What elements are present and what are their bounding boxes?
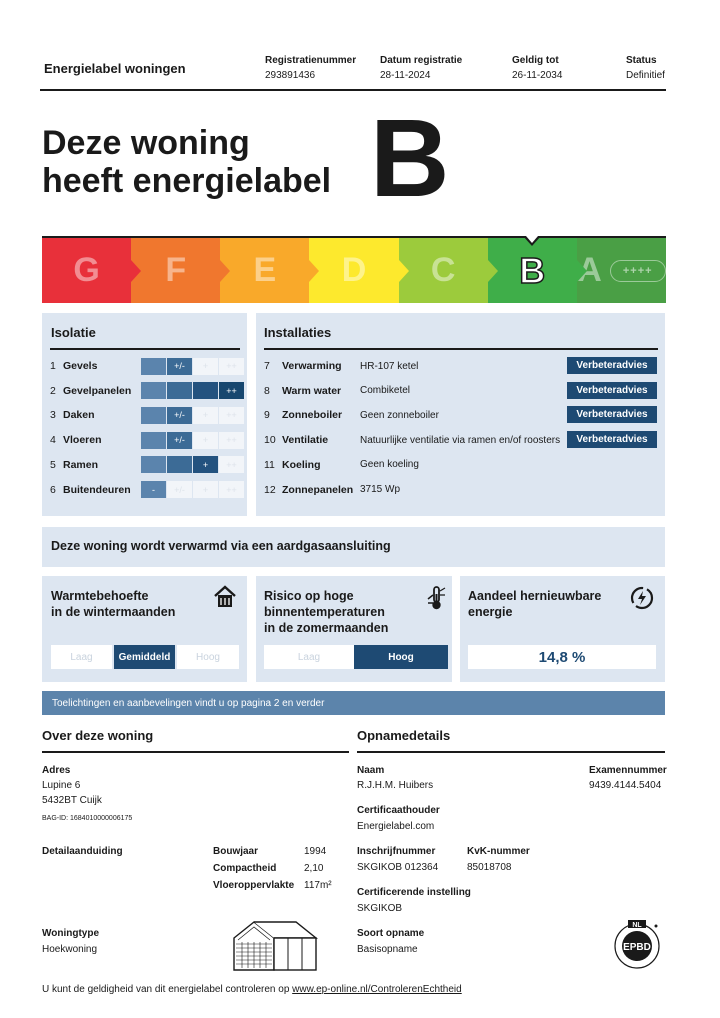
adres-line2: 5432BT Cuijk [42,795,102,806]
installatie-row [264,382,566,400]
row-name: Koeling [282,458,321,471]
isolatie-divider [50,348,240,350]
footer-label: U kunt de geldigheid van dit energielabel controleren op [42,984,293,995]
inschrijfnummer-label: Inschrijfnummer [357,846,436,857]
registration-block [265,55,356,81]
rating-cell [141,456,166,473]
row-name: Daken [63,409,95,422]
rating-cell: + [193,407,218,424]
row-name: Verwarming [282,360,342,372]
row-name: Ventilatie [282,434,329,447]
row-name: Gevels [63,360,98,372]
energy-class-g [42,238,131,303]
status-label: Status [626,55,657,66]
energy-class-letter: F [165,251,187,289]
rating-cells [141,481,245,498]
scale-arrow [309,260,319,282]
row-number: 3 [50,409,56,422]
warmtebehoefte-title-line2: in de wintermaanden [51,605,176,619]
row-value: Geen zonneboiler [360,409,439,421]
heating-note: Deze woning wordt verwarmd via een aardgasaansluiting [51,539,391,553]
energy-class-letter: D [341,251,367,289]
rating-cell: + [193,432,218,449]
rating-cell [141,432,166,449]
over-divider [42,751,349,753]
isolatie-row [50,406,245,424]
compactheid-value: 2,10 [304,863,324,874]
scale-arrow [488,260,498,282]
verification-link[interactable]: www.ep-online.nl/ControlerenEchtheid [292,984,462,995]
energy-scale [42,236,666,303]
house-heating-icon [213,585,237,614]
rating-cell: +/- [167,358,192,375]
woningtype-label: Woningtype [42,928,100,939]
rating-cell: + [193,456,218,473]
isolatie-row [50,357,245,375]
rating-cell: ++ [219,382,244,399]
scale-arrow [220,260,230,282]
bouwjaar-label: Bouwjaar [213,846,259,857]
row-name: Vloeren [63,434,102,447]
energy-class-d [309,238,398,303]
examennummer-value: 9439.4144.5404 [589,780,662,791]
adres-label: Adres [42,765,71,776]
scale-arrow [399,260,409,282]
row-number: 9 [264,409,270,422]
valid-value: 26-11-2034 [512,70,563,81]
rating-cells [141,382,245,399]
house-type-icon [232,918,320,977]
rating-cell: ++ [219,456,244,473]
vloeroppervlakte-value: 117m² [304,880,332,891]
isolatie-row [50,481,245,499]
rating-cell [193,382,218,399]
installatie-row [264,357,566,375]
opname-divider [357,751,665,753]
aandeel-title-line2: energie [468,605,513,619]
date-block [380,55,462,81]
energy-class-a [577,238,666,303]
rating-cell: ++ [219,432,244,449]
rating-cell: ++ [219,407,244,424]
row-number: 1 [50,360,56,372]
soort-opname-label: Soort opname [357,928,425,939]
rating-cells [141,456,245,473]
epbd-logo-nl: NL [632,922,642,929]
row-number: 8 [264,384,270,397]
date-value: 28-11-2024 [380,70,431,81]
energy-label-letter: B [370,97,450,220]
installatie-row [264,431,566,449]
woningtype-value: Hoekwoning [42,944,98,955]
renewable-energy-icon [628,584,656,617]
row-number: 5 [50,458,56,471]
rating-cell [141,382,166,399]
active-class-marker-inner [526,236,538,243]
row-value: HR-107 ketel [360,360,419,372]
row-value: Natuurlijke ventilatie via ramen en/of roosters [360,434,561,446]
energy-class-b [488,238,577,303]
installaties-divider [264,348,658,350]
isolatie-row [50,431,245,449]
footer-text [42,984,462,995]
epbd-logo-text: EPBD [623,942,651,953]
rating-cell: +/- [167,481,192,498]
row-name: Warm water [282,384,342,397]
soort-opname-value: Basisopname [357,944,418,955]
naam-value: R.J.H.M. Huibers [357,780,434,791]
kvk-label: KvK-nummer [467,846,530,857]
rating-cells [141,432,245,449]
document-title: Energielabel woningen [44,61,186,76]
headline-line2: heeft energielabel [42,162,332,200]
registration-value: 293891436 [265,70,316,81]
row-name: Ramen [63,458,99,471]
certificerende-instelling-value: SKGIKOB [357,903,403,914]
verbeteradvies-button[interactable]: Verbeteradvies [567,357,657,374]
scale-arrow [131,260,141,282]
installatie-row [264,406,566,424]
vloeroppervlakte-label: Vloeroppervlakte [213,880,295,891]
installaties-title: Installaties [264,325,332,340]
thermometer-icon [425,585,447,616]
rating-cell [141,407,166,424]
bag-id: BAG-ID: 1684010000006175 [42,815,133,822]
row-number: 4 [50,434,56,447]
status-value: Definitief [626,70,665,81]
row-number: 6 [50,483,56,496]
energy-class-letter: E [253,251,277,289]
aandeel-title [468,588,601,620]
energy-class-letter: C [430,251,456,289]
detail-label: Detailaanduiding [42,846,123,857]
certificaathouder-value: Energielabel.com [357,821,435,832]
info-bar: Toelichtingen en aanbevelingen vindt u op pagina 2 en verder [42,691,665,715]
row-value: 3715 Wp [360,484,401,495]
compactheid-label: Compactheid [213,863,277,874]
risico-title-line3: in de zomermaanden [264,621,389,635]
status-block [626,55,665,81]
certificaathouder-label: Certificaathouder [357,805,440,816]
rating-cell: +/- [167,432,192,449]
row-number: 10 [264,434,276,447]
risico-title [264,588,388,636]
row-value: Geen koeling [360,459,419,471]
warmte-option-laag: Laag [51,645,112,669]
warmte-option-hoog: Hoog [177,645,239,669]
row-number: 11 [264,458,275,471]
rating-cell [141,358,166,375]
rating-cell [167,456,192,473]
a-plus-indicator: ++++ [610,260,666,282]
over-title: Over deze woning [42,728,154,743]
row-number: 12 [264,483,276,496]
isolatie-row [50,382,245,400]
energy-class-f [131,238,220,303]
row-number: 2 [50,384,56,397]
kvk-value: 85018708 [467,862,512,873]
verbeteradvies-button[interactable]: Verbeteradvies [567,382,657,399]
inschrijfnummer-value: SKGIKOB 012364 [357,862,439,873]
aandeel-title-line1: Aandeel hernieuwbare [468,589,602,603]
adres-line1: Lupine 6 [42,780,81,791]
examennummer-label: Examennummer [589,765,667,776]
rating-cell: + [193,481,218,498]
verbeteradvies-button[interactable]: Verbeteradvies [567,406,657,423]
naam-label: Naam [357,765,385,776]
header-divider [40,89,666,91]
risico-option-laag: Laag [264,645,354,669]
epbd-logo-icon [611,918,665,975]
risico-title-line2: binnentemperaturen [264,605,385,619]
valid-block [512,55,562,81]
rating-cell: ++ [219,358,244,375]
energy-class-letter: A [577,251,602,289]
warmte-option-gemiddeld: Gemiddeld [114,645,175,669]
isolatie-title: Isolatie [51,325,96,340]
row-name: Zonneboiler [282,409,343,422]
installatie-row [264,481,566,499]
energy-class-letter: G [73,251,100,289]
energy-class-c [399,238,488,303]
registration-label: Registratienummer [265,55,357,66]
energy-class-e [220,238,309,303]
rating-cell: + [193,358,218,375]
rating-cells [141,407,245,424]
aandeel-value: 14,8 % [468,645,656,669]
installatie-row [264,456,566,474]
verbeteradvies-button[interactable]: Verbeteradvies [567,431,657,448]
rating-cell [167,382,192,399]
bouwjaar-value: 1994 [304,846,327,857]
row-name: Zonnepanelen [282,483,354,496]
warmtebehoefte-title [51,588,175,620]
certificerende-instelling-label: Certificerende instelling [357,887,471,898]
scale-arrow [577,260,587,282]
date-label: Datum registratie [380,55,463,66]
isolatie-row [50,456,245,474]
row-number: 7 [264,360,270,372]
opname-title: Opnamedetails [357,728,451,743]
rating-cell: ++ [219,481,244,498]
risico-title-line1: Risico op hoge [264,589,354,603]
row-name: Gevelpanelen [63,384,132,397]
rating-cells [141,358,245,375]
risico-option-hoog: Hoog [354,645,448,669]
rating-cell: - [141,481,166,498]
warmtebehoefte-title-line1: Warmtebehoefte [51,589,149,603]
valid-label: Geldig tot [512,55,559,66]
energy-class-letter: B [519,249,546,291]
headline [42,124,331,200]
headline-line1: Deze woning [42,124,250,162]
row-name: Buitendeuren [63,483,131,496]
rating-cell: +/- [167,407,192,424]
row-value: Combiketel [360,385,411,397]
